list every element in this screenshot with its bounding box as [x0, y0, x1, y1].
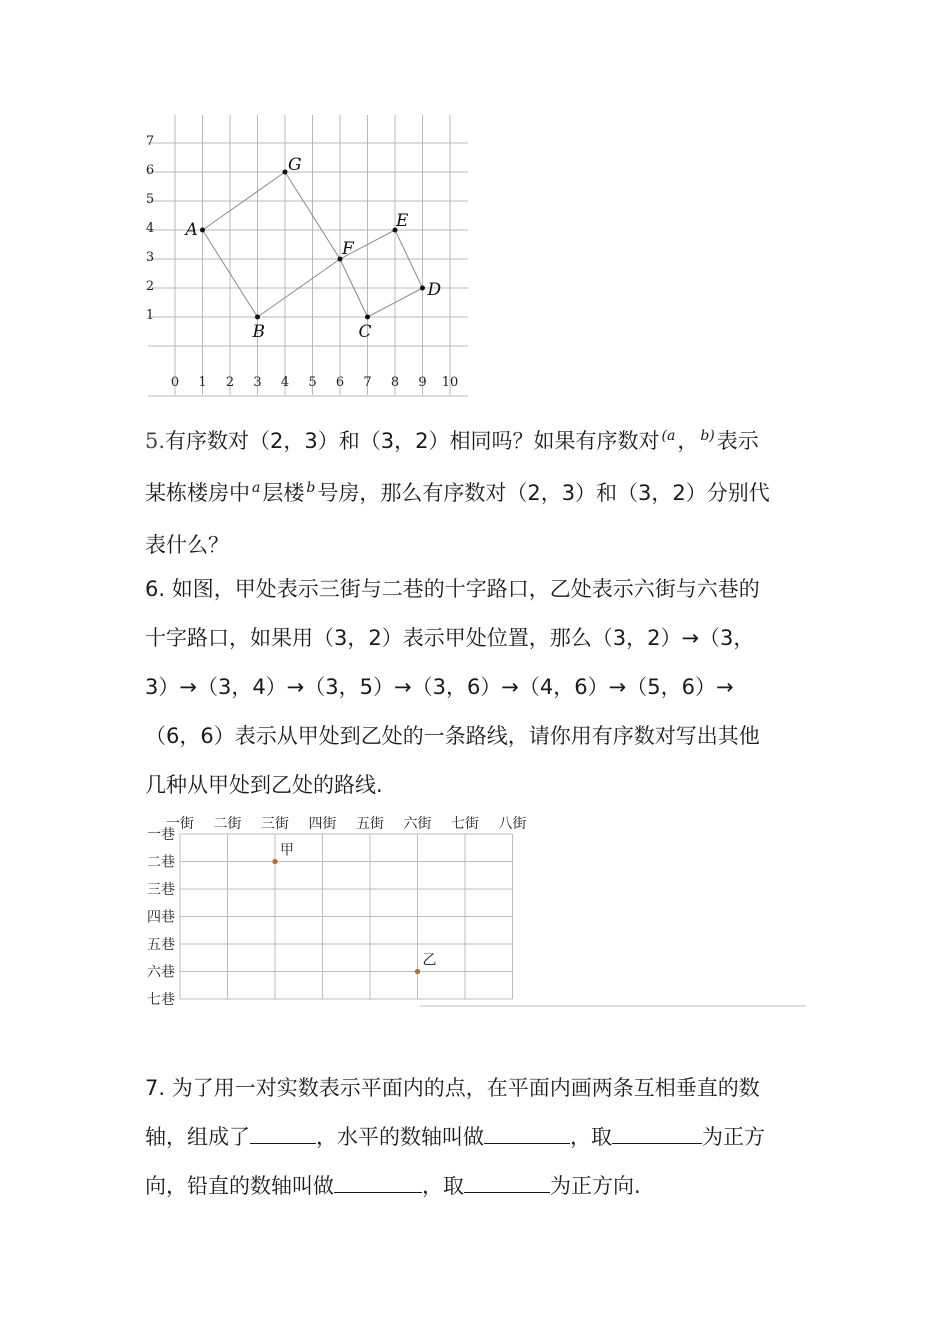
x-tick-label: 1	[198, 375, 207, 390]
q7-text-4: 为正方	[702, 1125, 765, 1149]
x-tick-label: 10	[441, 375, 459, 390]
q7-line-3	[145, 1162, 810, 1211]
q5-text-1: 有序数对（2，3）和（3，2）相同吗？如果有序数对	[165, 429, 660, 453]
q5-text-4: 层楼	[262, 481, 305, 505]
x-tick-label: 3	[253, 375, 262, 390]
question-7	[145, 1064, 810, 1211]
q5-line-1	[145, 417, 810, 469]
x-tick-label: 9	[418, 375, 427, 390]
q5-var-b2: b	[306, 480, 316, 496]
q6-line-2: 十字路口，如果用（3，2）表示甲处位置，那么（3，2）→（3，	[145, 626, 755, 650]
question-5	[145, 417, 810, 570]
point-C	[365, 315, 370, 320]
point-yi	[415, 969, 420, 974]
q7-text-3: ，取	[570, 1125, 612, 1149]
street-label: 五街	[356, 816, 384, 832]
street-label: 四街	[308, 816, 337, 832]
q5-text-5: 号房，那么有序数对（2，3）和（3，2）分别代	[317, 481, 770, 505]
x-tick-label: 7	[363, 375, 372, 390]
street-label: 二街	[213, 816, 242, 832]
point-jia-label: 甲	[280, 842, 294, 859]
q5-line-2	[145, 469, 810, 521]
coordinate-figure	[140, 110, 480, 410]
x-tick-label: 0	[170, 375, 180, 390]
q6-line-1: 6. 如图，甲处表示三街与二巷的十字路口，乙处表示六街与六巷的	[145, 577, 760, 601]
point-label-E: E	[396, 211, 409, 231]
street-label: 八街	[498, 816, 527, 832]
y-tick-label: 2	[145, 279, 155, 294]
q7-text-1: 轴，组成了	[145, 1125, 250, 1149]
blank-1[interactable]	[250, 1121, 316, 1144]
q5-var-a2: a	[252, 480, 261, 496]
q5-text-2: 表示	[716, 429, 759, 453]
y-tick-label: 7	[145, 134, 155, 149]
lane-label: 四巷	[147, 909, 175, 926]
q7-line-1: 7. 为了用一对实数表示平面内的点，在平面内画两条互相垂直的数	[145, 1076, 760, 1100]
lane-label: 七巷	[147, 992, 175, 1008]
y-tick-label: 5	[145, 192, 155, 207]
q7-line-2	[145, 1113, 810, 1162]
q5-number: 5.	[145, 429, 166, 453]
q5-var-a: (a	[661, 428, 676, 444]
y-tick-label: 6	[145, 163, 155, 178]
street-label: 三街	[261, 816, 289, 832]
point-G	[283, 170, 288, 175]
point-yi-label: 乙	[422, 952, 437, 969]
q6-line-3: 3）→（3，4）→（3，5）→（3，6）→（4，6）→（5，6）→	[145, 675, 734, 699]
point-label-F: F	[342, 239, 354, 259]
lane-label: 六巷	[147, 964, 175, 981]
point-B	[255, 315, 260, 320]
lane-label: 一巷	[147, 827, 175, 843]
y-tick-label: 1	[145, 308, 155, 323]
point-D	[420, 286, 425, 291]
street-grid-svg	[140, 808, 810, 1018]
street-label: 六街	[403, 816, 432, 832]
x-tick-label: 8	[390, 375, 400, 390]
street-label: 一街	[166, 816, 194, 832]
point-A	[200, 228, 205, 233]
question-6	[145, 565, 810, 810]
street-grid-figure	[140, 808, 810, 1018]
q7-text-7: 为正方向.	[550, 1174, 641, 1198]
q5-line-3: 表什么？	[145, 533, 229, 557]
q7-text-6: ，取	[422, 1174, 464, 1198]
blank-4[interactable]	[334, 1170, 422, 1193]
q7-text-5: 向，铅直的数轴叫做	[145, 1174, 334, 1198]
y-tick-label: 3	[145, 250, 155, 265]
point-label-G: G	[288, 155, 302, 175]
x-tick-label: 2	[225, 375, 235, 390]
lane-label: 三巷	[147, 882, 175, 898]
point-label-C: C	[358, 322, 372, 342]
y-tick-label: 4	[145, 221, 155, 236]
lane-label: 五巷	[147, 937, 175, 953]
point-label-B: B	[252, 322, 265, 342]
x-tick-label: 6	[335, 375, 345, 390]
x-tick-label: 5	[308, 375, 317, 390]
q6-line-4: （6，6）表示从甲处到乙处的一条路线，请你用有序数对写出其他	[145, 724, 760, 748]
x-tick-label: 4	[280, 375, 290, 390]
point-jia	[272, 859, 277, 864]
q5-text-3: 某栋楼房中	[145, 481, 250, 505]
blank-5[interactable]	[464, 1170, 550, 1193]
q5-var-b: b)	[700, 428, 715, 444]
point-label-D: D	[427, 280, 442, 300]
lane-label: 二巷	[147, 854, 175, 871]
q6-line-5: 几种从甲处到乙处的路线.	[145, 773, 383, 797]
street-label: 七街	[451, 816, 479, 832]
q5-sep: ，	[677, 429, 699, 453]
blank-3[interactable]	[612, 1121, 702, 1144]
coordinate-grid-svg	[140, 110, 480, 410]
q7-text-2: ，水平的数轴叫做	[316, 1125, 484, 1149]
blank-2[interactable]	[484, 1121, 570, 1144]
point-label-A: A	[185, 220, 198, 240]
